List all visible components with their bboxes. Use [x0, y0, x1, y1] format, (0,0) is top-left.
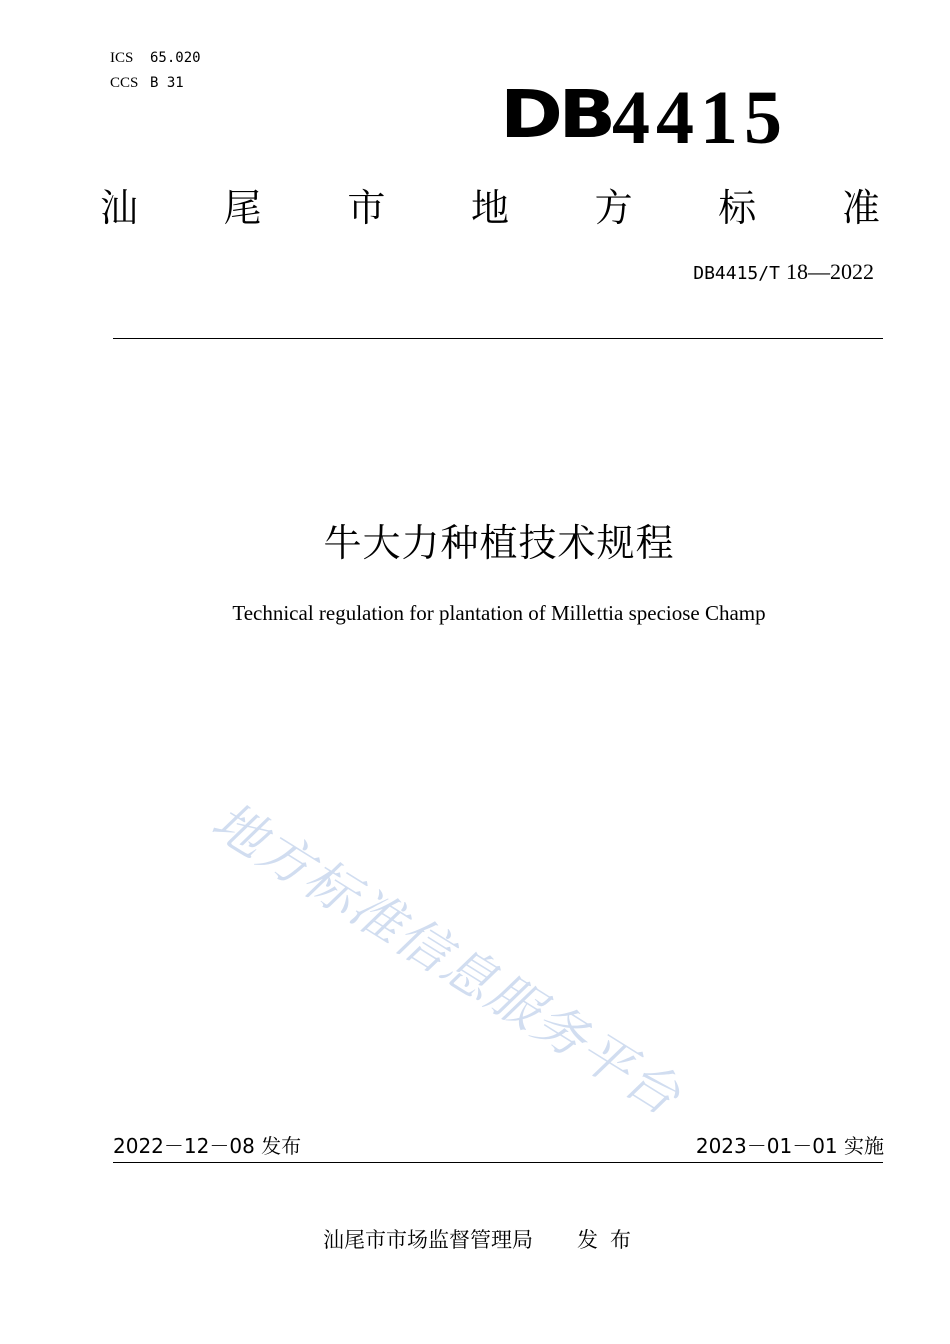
standard-type-char: 汕	[100, 186, 139, 230]
db-logo-digits: 4415	[612, 76, 788, 160]
ccs-label: CCS	[110, 75, 139, 91]
ccs-row	[110, 71, 201, 96]
ccs-value: B 31	[150, 75, 184, 91]
issuer-org: 汕尾市市场监督管理局	[323, 1228, 533, 1252]
document-title-zh: 牛大力种植技术规程	[323, 521, 675, 565]
db-logo-letters: DB	[500, 76, 612, 153]
issuer-action: 发布	[577, 1228, 643, 1252]
implement-date: 2023－01－01 实施	[695, 1134, 884, 1158]
ics-row	[110, 46, 201, 71]
standard-type-char: 市	[347, 186, 386, 230]
standard-type-heading	[100, 180, 880, 236]
classification-codes	[110, 46, 201, 96]
top-divider	[113, 338, 883, 339]
standard-type-char: 地	[470, 186, 509, 230]
standard-number-code: DB4415/T	[693, 263, 780, 284]
standard-type-char: 标	[718, 186, 757, 230]
ics-label: ICS	[110, 50, 134, 66]
issuer	[323, 1225, 643, 1255]
standard-type-char: 尾	[223, 186, 262, 230]
publish-date: 2022－12－08 发布	[113, 1134, 302, 1158]
standard-number-value: 18—2022	[786, 259, 874, 284]
standard-number	[693, 258, 874, 288]
document-title-en: Technical regulation for plantation of Millettia speciose Champ	[232, 601, 766, 625]
standard-type-char: 准	[841, 186, 880, 230]
standard-type-char: 方	[594, 186, 633, 230]
ics-value: 65.020	[150, 50, 201, 66]
bottom-divider	[113, 1162, 883, 1163]
watermark: 地方标准信息服务平台	[201, 791, 692, 1129]
